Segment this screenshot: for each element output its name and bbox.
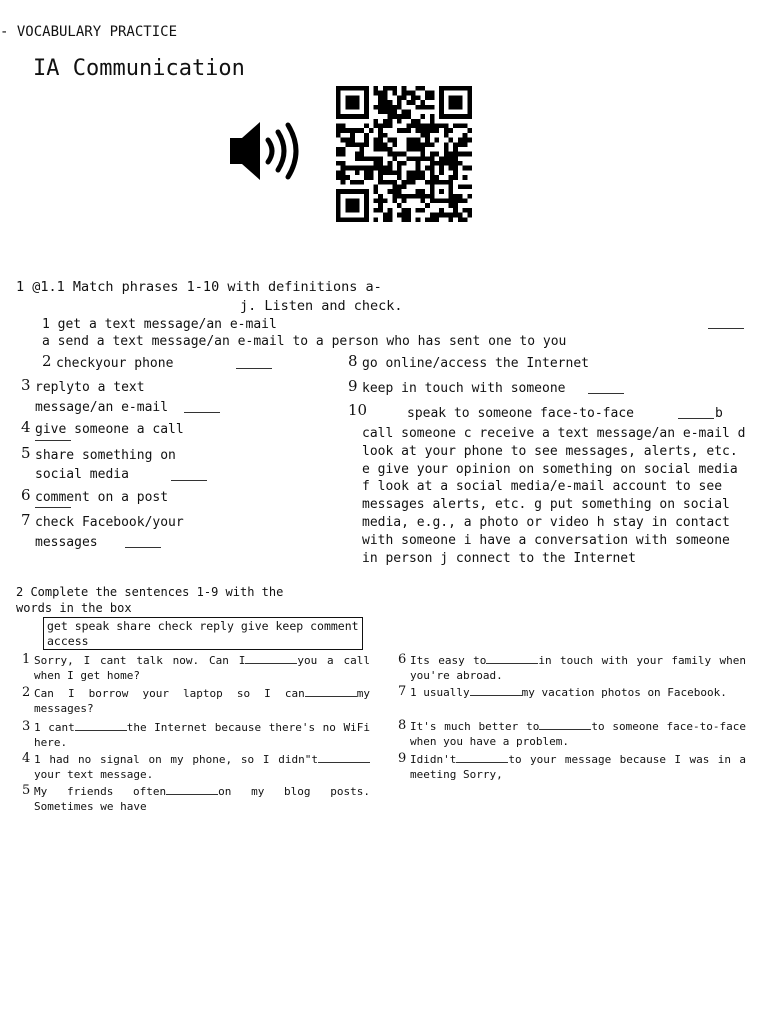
answer-blank[interactable]	[708, 318, 744, 329]
answer-blank[interactable]	[35, 497, 71, 508]
sentence-9: 9 Ididn't to your message because I was in a meeting Sorry,	[398, 751, 746, 781]
qr-code-icon	[336, 85, 472, 223]
item-number: 7	[21, 511, 31, 529]
item-number: 10	[348, 401, 368, 419]
phrase-item-3: replyto a text	[35, 380, 145, 395]
phrase-item-7: check Facebook/your	[35, 515, 184, 530]
answer-blank[interactable]	[588, 383, 624, 394]
sentence-6: 6 Its easy to in touch with your family when you're abroad.	[398, 652, 746, 682]
word-box-text: get speak share check reply give keep comment access	[47, 619, 359, 648]
phrase-item-5-line2: social media	[35, 467, 129, 482]
exercise1-instruction: 1 @1.1 Match phrases 1-10 with definitions a-	[16, 279, 382, 295]
answer-blank[interactable]	[125, 537, 161, 548]
sentence-3: 3 1 cant the Internet because there's no WiFi here.	[22, 719, 370, 749]
page-title: IA Communication	[33, 56, 245, 81]
sentence-8: 8 It's much better to to someone face-to-face when you have a problem.	[398, 718, 746, 748]
speaker-icon[interactable]	[228, 118, 304, 184]
sentence-5: 5 My friends often on my blog posts. Sometimes we have	[22, 783, 370, 813]
exercise1-instruction-line2: j. Listen and check.	[240, 298, 403, 314]
phrase-item-8: go online/access the Internet	[362, 356, 589, 371]
answer-blank[interactable]	[75, 720, 127, 731]
sentence-1: 1 Sorry, I cant talk now. Can I you a call when I get home?	[22, 652, 370, 682]
answer-blank[interactable]	[171, 470, 207, 481]
section-label: - VOCABULARY PRACTICE	[0, 24, 178, 40]
answer-blank[interactable]	[305, 686, 357, 697]
sentence-4: 4 1 had no signal on my phone, so I didn"tyour text message.	[22, 752, 370, 782]
sentence-2: 2 Can I borrow your laptop so I can my messages?	[22, 685, 370, 715]
answer-blank[interactable]	[184, 402, 220, 413]
exercise2-instruction: 2 Complete the sentences 1-9 with the	[16, 585, 284, 599]
item-number: 9	[348, 377, 358, 395]
answer-blank[interactable]	[678, 408, 714, 419]
exercise2-instruction-line2: words in the box	[16, 601, 132, 615]
answer-blank[interactable]	[486, 653, 538, 664]
answer-blank[interactable]	[245, 653, 297, 664]
answer-blank[interactable]	[35, 430, 71, 441]
phrase-item-3-line2: message/an e-mail	[35, 400, 169, 415]
item-number: 3	[21, 376, 31, 394]
item-number: 4	[21, 418, 31, 436]
answer-blank[interactable]	[236, 358, 272, 369]
answer-blank[interactable]	[166, 784, 218, 795]
phrase-item-9: keep in touch with someone	[362, 381, 566, 396]
phrase-item-6: comment on a post	[35, 490, 169, 505]
definition-b-letter: b	[715, 406, 723, 421]
answer-blank[interactable]	[539, 719, 591, 730]
phrase-item-4: give someone a call	[35, 422, 184, 437]
phrase-item-7-line2: messages	[35, 535, 98, 550]
word-box	[43, 617, 363, 650]
definition-a: a send a text message/an e-mail to a person who has sent one to you	[42, 334, 567, 349]
item-number: 6	[21, 486, 31, 504]
sentence-7: 7 1 usually my vacation photos on Facebook.	[398, 684, 727, 699]
item-number: 2	[42, 352, 52, 370]
phrase-item-1: 1 get a text message/an e-mail	[42, 317, 277, 332]
item-number: 8	[348, 352, 358, 370]
definitions-block: call someone c receive a text message/an e-mail d look at your phone to see messages, alerts, etc. e give your opinion on something on social media f look at a social media/e-mail account to see messages alerts, etc. g put something on social media, e.g., a photo or video h stay in contact with someone i have a conversation with someone in person j connect to the Internet	[362, 426, 746, 566]
answer-blank[interactable]	[456, 752, 508, 763]
phrase-item-10: speak to someone face-to-face	[407, 406, 634, 421]
answer-blank[interactable]	[470, 685, 522, 696]
item-number: 5	[21, 444, 31, 462]
phrase-item-2: checkyour phone	[56, 356, 174, 371]
phrase-item-5: share something on	[35, 448, 176, 463]
answer-blank[interactable]	[318, 752, 370, 763]
